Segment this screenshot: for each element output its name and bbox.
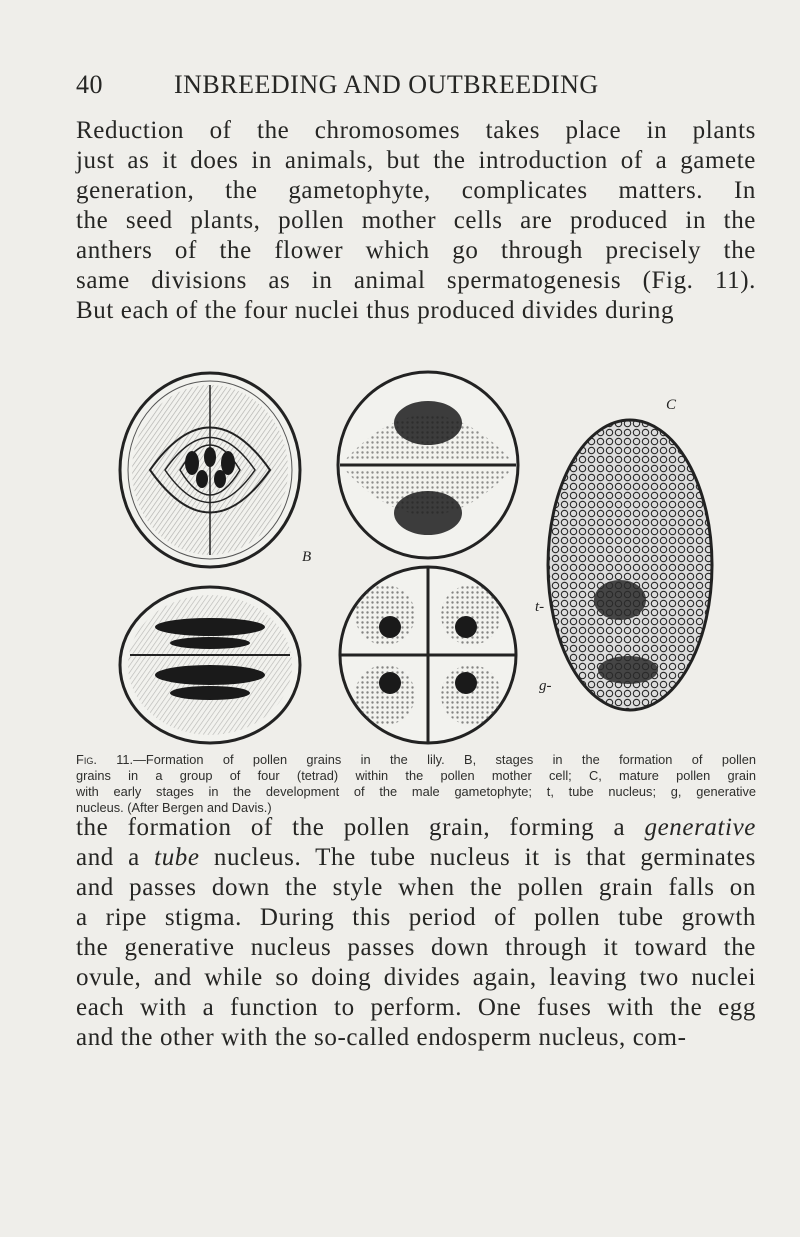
caption-line: with early stages in the development of the male gametophyte; t, tube nucleus; g, generative	[76, 784, 756, 799]
text-line: each with a function to perform. One fuses with the egg	[76, 994, 756, 1021]
paragraph-1	[76, 116, 756, 326]
paragraph-2	[76, 813, 756, 1053]
figure-caption	[76, 752, 756, 816]
figure-label-c: C	[666, 397, 677, 413]
running-title: INBREEDING AND OUTBREEDING	[174, 70, 599, 99]
text-line: and the other with the so-called endosperm nucleus, com-	[76, 1024, 687, 1051]
text-line: generation, the gametophyte, complicates matters. In	[76, 177, 756, 204]
text-segment: the formation of the pollen grain, forming a	[76, 814, 645, 841]
text-line	[76, 813, 756, 843]
text-line: ovule, and while so doing divides again, leaving two nuclei	[76, 964, 756, 991]
figure-label-t: t-	[535, 599, 545, 615]
pollen-figure	[110, 365, 730, 750]
dyad-stage-drawing	[338, 372, 518, 558]
text-line: But each of the four nuclei thus produced divides during	[76, 297, 675, 324]
emphasis-tube: tube	[154, 844, 200, 871]
text-line: anthers of the flower which go through precisely the	[76, 237, 756, 264]
text-line: just as it does in animals, but the introduction of a gamete	[76, 147, 756, 174]
mother-cell-spindle-drawing	[120, 373, 300, 567]
page-number: 40	[76, 70, 103, 99]
text-line	[76, 843, 756, 873]
caption-line: nucleus. (After Bergen and Davis.)	[76, 800, 272, 815]
figure-label-b: B	[302, 549, 312, 565]
text-line: the seed plants, pollen mother cells are produced in the	[76, 207, 756, 234]
caption-line	[76, 752, 756, 768]
mature-pollen-grain-drawing	[548, 420, 712, 710]
caption-fig-label: Fig.	[76, 752, 97, 767]
emphasis-generative: generative	[644, 814, 756, 841]
text-line: Reduction of the chromosomes takes place in plants	[76, 117, 756, 144]
caption-line: grains in a group of four (tetrad) within the pollen mother cell; C, mature pollen grain	[76, 768, 756, 783]
text-segment: and a	[76, 844, 155, 871]
figure-label-g: g-	[539, 678, 552, 694]
text-segment: nucleus. The tube nucleus it is that germinates	[199, 844, 756, 871]
text-line: a ripe stigma. During this period of pollen tube growth	[76, 904, 756, 931]
caption-line-text: 11.—Formation of pollen grains in the lily. B, stages in the formation of pollen	[96, 752, 756, 767]
text-line: and passes down the style when the pollen grain falls on	[76, 874, 756, 901]
text-line: the generative nucleus passes down through it toward the	[76, 934, 756, 961]
second-division-drawing	[120, 587, 300, 743]
tetrad-drawing	[340, 567, 516, 743]
text-line: same divisions as in animal spermatogenesis (Fig. 11).	[76, 267, 756, 294]
